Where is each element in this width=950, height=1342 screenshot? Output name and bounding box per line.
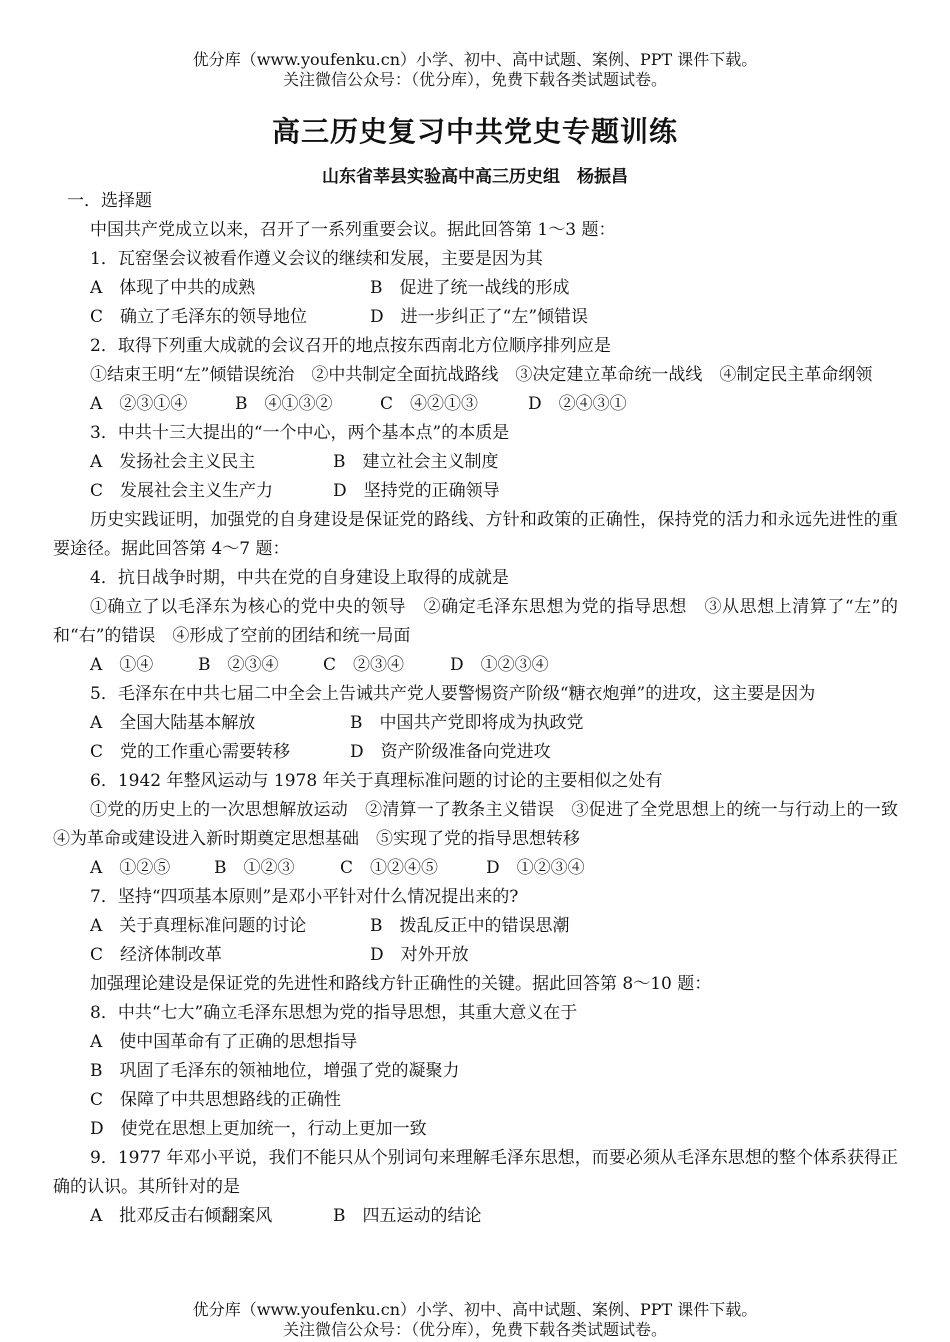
- option-b: B ②③④: [198, 655, 279, 675]
- question-3-options-row-1: [53, 448, 898, 477]
- option-c: C 经济体制改革: [90, 945, 223, 965]
- page-subtitle: 山东省莘县实验高中高三历史组 杨振昌: [322, 167, 628, 187]
- option-a: A ①②⑤: [90, 858, 171, 878]
- intro-paragraph-2: 历史实践证明，加强党的自身建设是保证党的路线、方针和政策的正确性，保持党的活力和永远先进性的重要途径。据此回答第 4～7 题：: [53, 510, 898, 559]
- option-b: B 巩固了毛泽东的领袖地位，增强了党的凝聚力: [90, 1061, 460, 1081]
- question-6-items: ①党的历史上的一次思想解放运动 ②清算一了教条主义错误 ③促进了全党思想上的统一与行动上的一致 ④为革命或建设进入新时期奠定思想基础 ⑤实现了党的指导思想转移: [53, 800, 915, 849]
- option-a: A 批邓反击右倾翻案风: [90, 1206, 273, 1226]
- header-line-1: 优分库（www.youfenku.cn）小学、初中、高中试题、案例、PPT 课件下载。: [192, 50, 758, 69]
- option-a: A 使中国革命有了正确的思想指导: [90, 1032, 358, 1052]
- option-d: D 坚持党的正确领导: [333, 481, 500, 501]
- footer-banner: [0, 1300, 950, 1340]
- question-7-options-row-1: [53, 912, 898, 941]
- option-c: C ④②①③: [380, 394, 479, 414]
- question-4-stem: 4．抗日战争时期，中共在党的自身建设上取得的成就是: [90, 568, 509, 588]
- question-5-options-row-2: [53, 738, 898, 767]
- question-2-options: [53, 390, 898, 419]
- option-c: C ①②④⑤: [340, 858, 439, 878]
- question-2-items: ①结束王明“左”倾错误统治 ②中共制定全面抗战路线 ③决定建立革命统一战线 ④制定民主革命纲领: [90, 365, 873, 385]
- question-7-options-row-2: [53, 941, 898, 970]
- option-c: C 党的工作重心需要转移: [90, 742, 291, 762]
- option-b: B ①②③: [214, 858, 295, 878]
- question-1-options-row-1: [53, 274, 898, 303]
- question-5-options-row-1: [53, 709, 898, 738]
- option-d: D 进一步纠正了“左”倾错误: [370, 307, 589, 327]
- page-title: 高三历史复习中共党史专题训练: [271, 115, 678, 148]
- option-d: D ①②③④: [486, 858, 585, 878]
- option-a: A 发扬社会主义民主: [90, 452, 256, 472]
- document-body: [53, 187, 915, 1231]
- option-a: A ①④: [90, 655, 154, 675]
- question-1-options-row-2: [53, 303, 898, 332]
- option-d: D 对外开放: [370, 945, 469, 965]
- option-b: B 促进了统一战线的形成: [370, 278, 570, 298]
- question-8-stem: 8．中共“七大”确立毛泽东思想为党的指导思想，其重大意义在于: [90, 1003, 578, 1023]
- footer-line-2: 关注微信公众号：（优分库），免费下载各类试题试卷。: [282, 1320, 667, 1339]
- option-a: A ②③①④: [90, 394, 188, 414]
- section-heading: 一．选择题: [67, 191, 152, 211]
- question-6-stem: 6．1942 年整风运动与 1978 年关于真理标准问题的讨论的主要相似之处有: [90, 771, 663, 791]
- option-c: C 确立了毛泽东的领导地位: [90, 307, 308, 327]
- footer-line-1: 优分库（www.youfenku.cn）小学、初中、高中试题、案例、PPT 课件下载。: [192, 1300, 758, 1319]
- question-5-stem: 5．毛泽东在中共七届二中全会上告诫共产党人要警惕资产阶级“糖衣炮弹”的进攻，这主要是因为: [90, 684, 816, 704]
- question-9-options: [53, 1202, 898, 1231]
- intro-paragraph-3: 加强理论建设是保证党的先进性和路线方针正确性的关键。据此回答第 8～10 题：: [90, 974, 712, 994]
- option-a: A 全国大陆基本解放: [90, 713, 256, 733]
- option-a: A 关于真理标准问题的讨论: [90, 916, 307, 936]
- option-b: B 拨乱反正中的错误思潮: [370, 916, 570, 936]
- option-b: B 中国共产党即将成为执政党: [350, 713, 584, 733]
- header-banner: [0, 50, 950, 90]
- option-c: C 保障了中共思想路线的正确性: [90, 1090, 342, 1110]
- option-d: D ②④③①: [528, 394, 627, 414]
- option-b: B 建立社会主义制度: [333, 452, 499, 472]
- option-b: B ④①③②: [235, 394, 333, 414]
- question-3-options-row-2: [53, 477, 898, 506]
- option-b: B 四五运动的结论: [333, 1206, 482, 1226]
- header-line-2: 关注微信公众号：（优分库），免费下载各类试题试卷。: [282, 70, 667, 89]
- question-6-options: [53, 854, 898, 883]
- question-4-items: ①确立了以毛泽东为核心的党中央的领导 ②确定毛泽东思想为党的指导思想 ③从思想上清算了“左”的和“右”的错误 ④形成了空前的团结和统一局面: [53, 597, 898, 646]
- question-9-stem: 9．1977 年邓小平说，我们不能只从个别词句来理解毛泽东思想，而要必须从毛泽东思想的整个体系获得正确的认识。其所针对的是: [53, 1148, 898, 1197]
- option-c: C ②③④: [323, 655, 405, 675]
- question-3-stem: 3．中共十三大提出的“一个中心，两个基本点”的本质是: [90, 423, 510, 443]
- question-2-stem: 2．取得下列重大成就的会议召开的地点按东西南北方位顺序排列应是: [90, 336, 611, 356]
- option-d: D 资产阶级准备向党进攻: [350, 742, 551, 762]
- question-4-options: [53, 651, 898, 680]
- option-d: D 使党在思想上更加统一，行动上更加一致: [90, 1119, 427, 1139]
- option-c: C 发展社会主义生产力: [90, 481, 274, 501]
- intro-paragraph-1: 中国共产党成立以来，召开了一系列重要会议。据此回答第 1～3 题：: [90, 220, 616, 240]
- question-7-stem: 7．坚持“四项基本原则”是邓小平针对什么情况提出来的?: [90, 887, 519, 907]
- option-a: A 体现了中共的成熟: [90, 278, 256, 298]
- question-1-stem: 1．瓦窑堡会议被看作遵义会议的继续和发展，主要是因为其: [90, 249, 543, 269]
- option-d: D ①②③④: [450, 655, 549, 675]
